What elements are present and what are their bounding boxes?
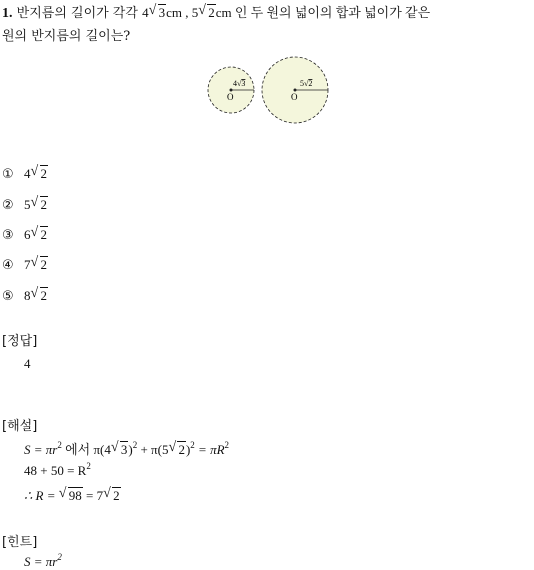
explanation-line-1: $S = \pi r^2$ 에서 π(4√ 3)$^2$ + π(5√ $2)^2 = \pi R^2$ xyxy=(24,439,229,458)
choice-5-coef: 8 xyxy=(24,288,31,303)
choice-5-radical: √ 2 xyxy=(31,288,49,304)
choice-2-marker: ② xyxy=(2,198,14,213)
choice-3[interactable] xyxy=(2,227,48,243)
r2-radical: √ 2 xyxy=(198,5,216,21)
hint-heading: [힌트] xyxy=(2,535,38,550)
small-radius-label: 4√3 xyxy=(233,79,246,88)
choice-5[interactable] xyxy=(2,288,48,304)
choice-4[interactable] xyxy=(2,257,48,273)
choice-1-coef: 4 xyxy=(24,166,31,181)
choice-3-marker: ③ xyxy=(2,228,14,243)
answer-value: 4 xyxy=(24,356,31,371)
two-circles-figure xyxy=(200,55,335,125)
r1-radical: √ 3 xyxy=(149,5,167,21)
explanation-line-2: $48 + 50 = R^2$ xyxy=(24,461,91,478)
choice-1-marker: ① xyxy=(2,167,14,182)
choice-2[interactable] xyxy=(2,197,48,213)
question-number: 1. xyxy=(2,6,13,21)
choice-2-radical: √ 2 xyxy=(31,197,49,213)
explanation-line-3: ∴ R = √ 98 = 7√ 2 xyxy=(24,488,121,504)
question-text-a: 반지름의 길이가 각각 xyxy=(16,6,143,21)
choice-4-coef: 7 xyxy=(24,257,31,272)
choice-1-radical: √ 2 xyxy=(31,166,49,182)
small-center-label: O xyxy=(227,92,234,102)
answer-heading: [정답] xyxy=(2,334,38,349)
choice-1[interactable] xyxy=(2,166,48,182)
large-radius-label: 5√2 xyxy=(300,79,313,88)
hint-line-1: $S = \pi r^2$ xyxy=(24,552,62,569)
choice-4-marker: ④ xyxy=(2,258,14,273)
r1-unit: cm , xyxy=(166,5,192,20)
choice-3-radical: √ 2 xyxy=(31,227,49,243)
large-center-label: O xyxy=(291,92,298,102)
question-line-2: 원의 반지름의 길이는? xyxy=(2,29,131,44)
choice-5-marker: ⑤ xyxy=(2,289,14,304)
r2-unit: cm 인 두 원의 넓이의 합과 넓이가 같은 xyxy=(215,5,431,20)
choice-3-coef: 6 xyxy=(24,227,31,242)
question-line-1 xyxy=(2,2,430,22)
choice-2-coef: 5 xyxy=(24,197,31,212)
explanation-heading: [해설] xyxy=(2,419,38,434)
choice-4-radical: √ 2 xyxy=(31,257,49,273)
r2-coef: 5 xyxy=(191,5,199,20)
r1-coef: 4 xyxy=(142,5,149,20)
